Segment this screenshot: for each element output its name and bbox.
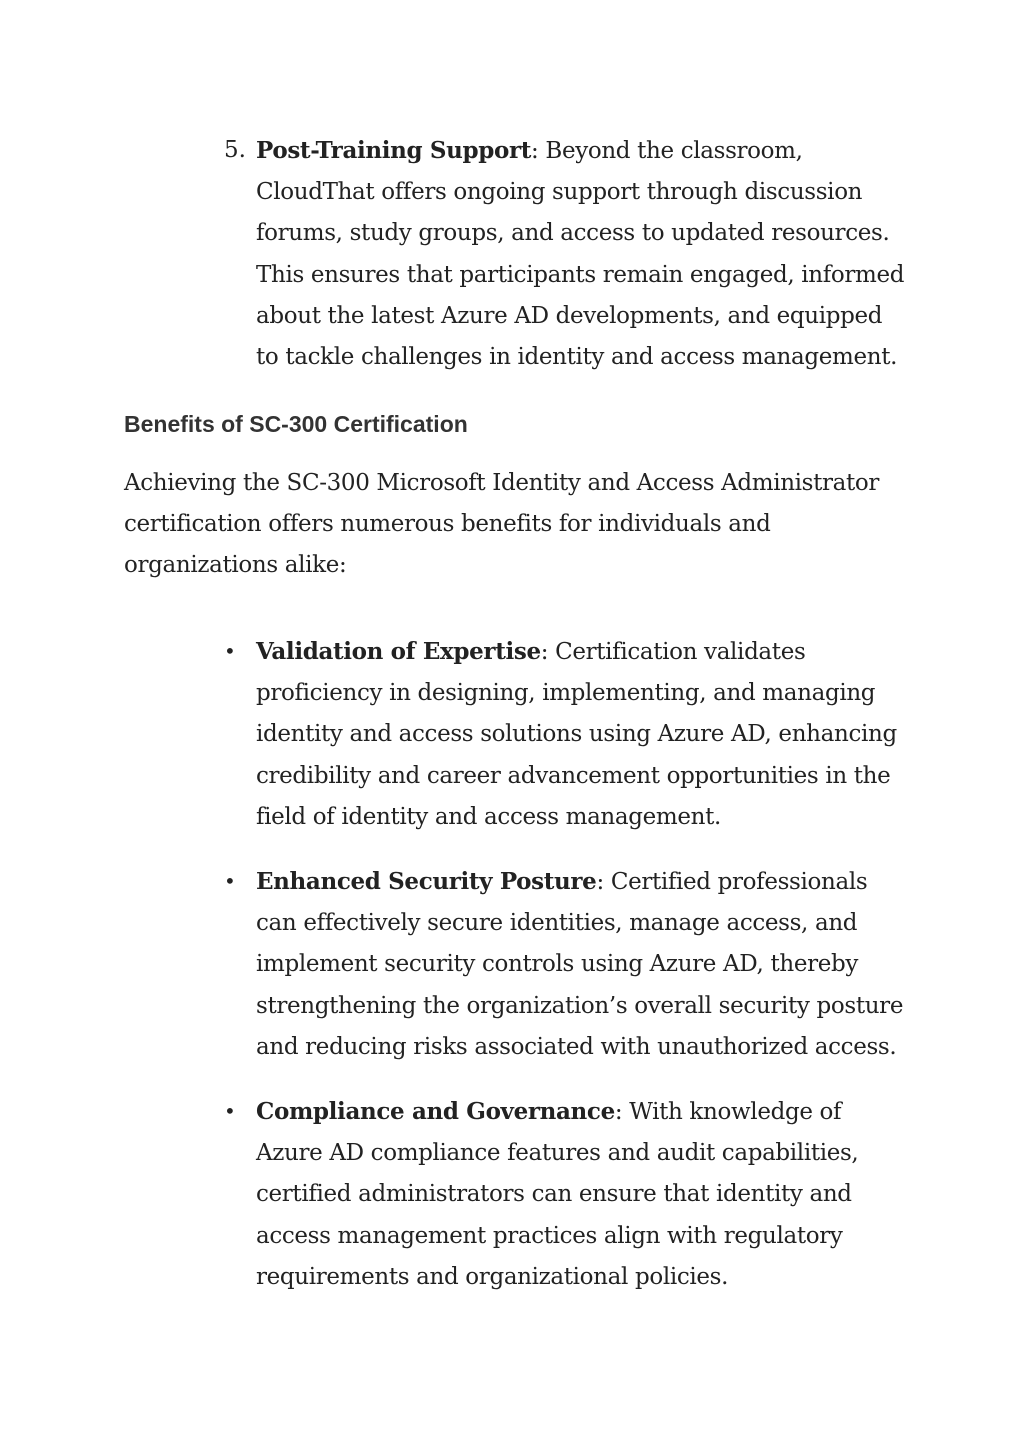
item-term: Compliance and Governance [256,1098,615,1125]
item-term: Post-Training Support [256,137,532,164]
item-text: : Certified professionals can effectively secure identities, manage access, and implement security controls using Azure AD, thereby strengthening the organization’s overall security posture and reducing risks associated with unauthorized access. [256,869,904,1060]
item-term: Enhanced Security Posture [256,868,597,895]
item-text: : Beyond the classroom, CloudThat offers ongoing support through discussion forums, study groups, and access to updated resources. This ensures that participants remain engaged, informed about the latest Azure AD developments, and equipped to tackle challenges in identity and access management. [256,138,905,371]
bullet-item-security [256,861,906,1068]
bullet-marker: • [224,1099,236,1123]
bullet-marker: • [224,869,236,893]
section-intro: Achieving the SC-300 Microsoft Identity and Access Administrator certification offers numerous benefits for individuals and organizations alike: [124,470,880,579]
item-text: : With knowledge of Azure AD compliance features and audit capabilities, certified administrators can ensure that identity and access management practices align with regulatory requirements and organizational policies. [256,1099,859,1290]
bullet-item-compliance [256,1091,906,1298]
section-heading: Benefits of SC-300 Certification [124,411,468,437]
bullet-item-validation [256,631,906,838]
numbered-list-item [256,130,906,378]
list-number: 5. [224,137,246,163]
bullet-marker: • [224,639,236,663]
item-text: : Certification validates proficiency in designing, implementing, and managing identity and access solutions using Azure AD, enhancing credibility and career advancement opportunities in the field of identity and access management. [256,639,897,830]
item-term: Validation of Expertise [256,638,541,665]
